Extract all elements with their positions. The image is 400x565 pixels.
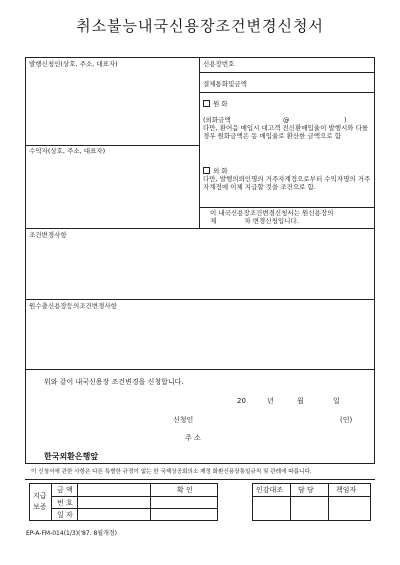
address-label: 주 소 xyxy=(185,434,201,442)
request-text: 위와 같이 내국신용장 조건변경을 신청합니다. xyxy=(44,378,184,386)
won-checkbox[interactable] xyxy=(203,100,210,107)
date-day-unit: 일 xyxy=(333,397,340,405)
foreign-label: 외 화 xyxy=(213,167,228,175)
bt-row-1 xyxy=(51,496,218,497)
bt-col-3 xyxy=(150,483,151,521)
right-line-3 xyxy=(199,207,375,208)
won-note: 다만, 환어음 매입시 대고객 전신환매입율이 발행시와 다를 경우 원화금액은 동 매입율로 환산한 금액으로 함 xyxy=(203,124,369,140)
close-paren: ) xyxy=(344,116,347,124)
btr-col-2 xyxy=(328,483,329,521)
amendment-notice-line2 xyxy=(210,218,299,225)
row-number: 번 호 xyxy=(57,499,73,507)
seal-label: (인) xyxy=(340,416,353,424)
bank-name: 한국외환은행앞 xyxy=(44,452,99,461)
confirm-label: 확 인 xyxy=(177,486,193,494)
payment-label-1: 지급 xyxy=(33,492,47,500)
conditions-label: 조건변경사항 xyxy=(29,231,67,239)
won-option xyxy=(203,100,228,108)
footer-note: 이 신청서에 관한 사항은 다른 특별한 규정이 없는 한 국제상공회의소 제정 화환신용장통일규칙 및 관례에 따릅니다. xyxy=(31,469,312,475)
foreign-checkbox[interactable] xyxy=(203,167,210,174)
upper-bottom-line xyxy=(25,228,375,229)
payment-label-2: 보증 xyxy=(33,503,47,511)
upper-divider xyxy=(199,57,200,228)
amendment-notice-line2-b: 차 변경신청입니다. xyxy=(244,217,299,225)
date-year-unit: 년 xyxy=(267,397,274,405)
issuer-label: 발행신청인(상호, 주소, 대표자) xyxy=(29,60,118,68)
row-amount: 금 액 xyxy=(57,486,73,494)
right-line-2 xyxy=(199,92,375,93)
bt-col-2 xyxy=(77,483,78,521)
original-lc-bottom-line xyxy=(25,369,375,370)
right-line-1 xyxy=(199,72,375,73)
amendment-notice-line2-a: 제 xyxy=(210,217,217,225)
bt-row-2 xyxy=(51,508,218,509)
bt-col-1 xyxy=(51,483,52,521)
btr-col-1 xyxy=(290,483,291,521)
row-date: 일 자 xyxy=(57,511,73,519)
form-code: EP-A-FM-014(1/3)('87. 8월개정) xyxy=(26,530,118,537)
date-year: 20 xyxy=(237,397,246,405)
foreign-note: 다만, 발행의뢰인명의 거주자계정으로부터 수익자명의 거주자계정에 이체 지급할 것을 조건으로 함. xyxy=(203,175,371,191)
footer-note-line xyxy=(25,479,375,480)
lc-no-label: 신용장번호 xyxy=(203,60,235,68)
left-mid-line xyxy=(25,145,199,146)
won-label: 원 화 xyxy=(213,100,228,108)
currency-amount-label: 결제통화및금액 xyxy=(203,80,247,88)
seal-check-label: 인감대조 xyxy=(256,486,284,494)
original-lc-label: 원수출신용장등의조건변경사항 xyxy=(29,302,117,310)
foreign-amount-label: (외화금액 xyxy=(203,116,231,124)
amendment-notice-line1: 이 내국신용장조건변경신청서는 원신용장의 xyxy=(210,209,334,217)
manager-label: 책임자 xyxy=(336,486,357,494)
beneficiary-label: 수익자(상호, 주소, 대표자) xyxy=(29,147,106,155)
conditions-bottom-line xyxy=(25,299,375,300)
form-title: 취소불능내국신용장조건변경신청서 xyxy=(76,17,324,35)
btr-row-1 xyxy=(252,496,371,497)
date-month-unit: 월 xyxy=(297,397,304,405)
applicant-label: 신청인 xyxy=(173,416,194,424)
at-sign: @ xyxy=(283,116,290,124)
charge-label: 담 당 xyxy=(298,486,314,494)
